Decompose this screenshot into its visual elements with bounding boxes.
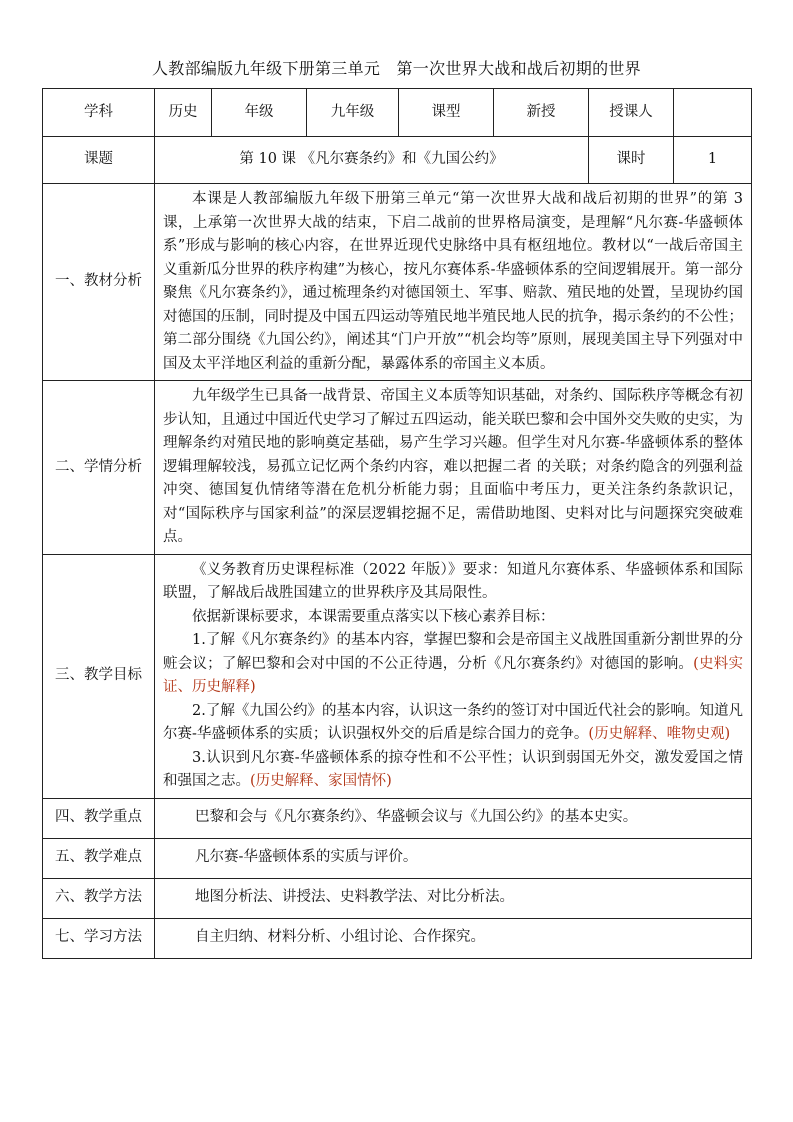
learning-methods-row — [43, 918, 752, 958]
textbook-analysis-label: 一、教材分析 — [43, 184, 155, 381]
student-analysis-text: 九年级学生已具备一战背景、帝国主义本质等知识基础，对条约、国际秩序等概念有初步认知，且通过中国近代史学习了解过五四运动，能关联巴黎和会中国外交失败的史实，为理解条约对殖民地的影响奠定基础，易产生学习兴趣。但学生对凡尔赛-华盛顿体系的整体逻辑理解较浅，易孤立记忆两个条约内容，难以把握二者 的关联；对条约隐含的列强利益冲突、德国复仇情绪等潜在危机分析能力弱；且面临中考压力，更关注条约条款识记，对“国际秩序与国家利益”的深层逻辑挖掘不足，需借助地图、史料对比与问题探究突破难点。 — [163, 388, 743, 545]
methods-label: 六、教学方法 — [43, 878, 155, 918]
objectives-content — [155, 554, 752, 798]
objective-1-text: 1.了解《凡尔赛条约》的基本内容，掌握巴黎和会是帝国主义战胜国重新分割世界的分赃会议；了解巴黎和会对中国的不公正待遇，分析《凡尔赛条约》对德国的影响。 — [163, 632, 743, 672]
objective-2-tag: (历史解释、唯物史观) — [588, 726, 731, 742]
learning-methods-text: 自主归纳、材料分析、小组讨论、合作探究。 — [155, 918, 752, 958]
lesson-type-label: 课型 — [399, 89, 494, 137]
objectives-standard: 《义务教育历史课程标准（2022 年版）》要求：知道凡尔赛体系、华盛顿体系和国际联盟，了解战后战胜国建立的世界秩序及其局限性。 — [163, 561, 743, 601]
student-analysis-content — [155, 381, 752, 555]
hours-label: 课时 — [589, 137, 674, 184]
key-points-text: 巴黎和会与《凡尔赛条约》、华盛顿会议与《九国公约》的基本史实。 — [155, 798, 752, 838]
header-row — [43, 89, 752, 137]
textbook-analysis-text: 本课是人教部编版九年级下册第三单元“第一次世界大战和战后初期的世界”的第 3 课，上承第一次世界大战的结束，下启二战前的世界格局演变，是理解“凡尔赛-华盛顿体系”形成与影响的核心内容，在世界近现代史脉络中具有枢纽地位。教材以“一战后帝国主义重新瓜分世界的秩序构建”为核心，按凡尔赛体系-华盛顿体系的空间逻辑展开。第一部分聚焦《凡尔赛条约》，通过梳理条约对德国领土、军事、赔款、殖民地的处置，呈现协约国对德国的压制，同时提及中国五四运动等殖民地半殖民地人民的抗争，揭示条约的不公性；第二部分围绕《九国公约》，阐述其“门户开放”“机会均等”原则，展现美国主导下列强对中国及太平洋地区利益的重新分配，暴露体系的帝国主义本质。 — [163, 191, 743, 372]
hours-value: 1 — [674, 137, 752, 184]
topic-value: 第 10 课 《凡尔赛条约》和《九国公约》 — [155, 137, 589, 184]
lesson-row — [43, 137, 752, 184]
page-title: 人教部编版九年级下册第三单元 第一次世界大战和战后初期的世界 — [151, 59, 641, 78]
student-analysis-label: 二、学情分析 — [43, 381, 155, 555]
subject-value: 历史 — [155, 89, 212, 137]
objectives-label: 三、教学目标 — [43, 554, 155, 798]
grade-label: 年级 — [212, 89, 307, 137]
objective-3-text: 3.认识到凡尔赛-华盛顿体系的掠夺性和不公平性；认识到弱国无外交，激发爱国之情和强国之志。 — [163, 749, 743, 789]
objectives-row — [43, 554, 752, 798]
lesson-plan-table — [42, 88, 752, 959]
objective-3 — [163, 747, 743, 794]
objective-2-text: 2.了解《九国公约》的基本内容，认识这一条约的签订对中国近代社会的影响。知道凡尔赛-华盛顿体系的实质；认识强权外交的后盾是综合国力的竞争。 — [163, 702, 743, 742]
teacher-value — [674, 89, 752, 137]
topic-label: 课题 — [43, 137, 155, 184]
key-points-label: 四、教学重点 — [43, 798, 155, 838]
objectives-intro: 依据新课标要求，本课需要重点落实以下核心素养目标： — [192, 608, 555, 625]
key-points-row — [43, 798, 752, 838]
objective-3-tag: (历史解释、家国情怀) — [250, 773, 392, 789]
objective-1 — [163, 629, 743, 700]
student-analysis-row — [43, 381, 752, 555]
textbook-analysis-content — [155, 184, 752, 381]
difficulties-text: 凡尔赛-华盛顿体系的实质与评价。 — [155, 838, 752, 878]
objective-1-tag: (史料实证、历史解释) — [163, 655, 743, 695]
difficulties-label: 五、教学难点 — [43, 838, 155, 878]
learning-methods-label: 七、学习方法 — [43, 918, 155, 958]
objective-2 — [163, 700, 743, 747]
methods-row — [43, 878, 752, 918]
difficulties-row — [43, 838, 752, 878]
methods-text: 地图分析法、讲授法、史料教学法、对比分析法。 — [155, 878, 752, 918]
lesson-type-value: 新授 — [494, 89, 589, 137]
teacher-label: 授课人 — [589, 89, 674, 137]
subject-label: 学科 — [43, 89, 155, 137]
grade-value: 九年级 — [307, 89, 399, 137]
textbook-analysis-row — [43, 184, 752, 381]
